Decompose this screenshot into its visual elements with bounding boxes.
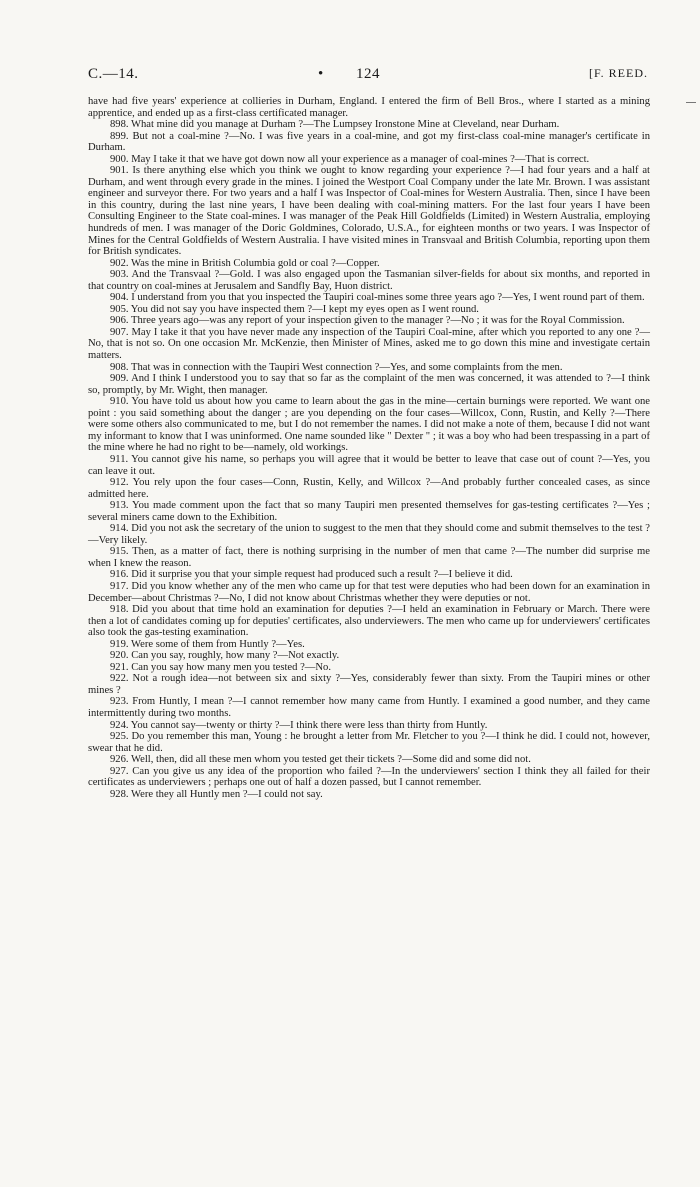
paragraph: 911. You cannot give his name, so perhaps you will agree that it would be better to leave that case out of count ?—Yes, you can leave it out. bbox=[88, 453, 650, 477]
paragraph: 921. Can you say how many men you tested ?—No. bbox=[110, 661, 331, 673]
paragraph: 922. Not a rough idea—not between six and sixty ?—Yes, considerably fewer than sixty. From the Taupiri mines or other mines ? bbox=[88, 673, 650, 696]
paragraph: 923. From Huntly, I mean ?—I cannot remember how many came from Huntly. I examined a good number, and they came intermittently during two months. bbox=[88, 696, 650, 719]
document-reference: C.—14. bbox=[88, 66, 139, 82]
margin-mark bbox=[686, 102, 696, 103]
page-header bbox=[88, 66, 648, 86]
paragraph: 909. And I think I understood you to say that so far as the complaint of the men was concerned, it was attended to ?—I think so, promptly, by Mr. Wight, then manager. bbox=[88, 373, 650, 396]
paragraph: 902. Was the mine in British Columbia gold or coal ?—Copper. bbox=[110, 257, 380, 269]
paragraph: 912. You rely upon the four cases—Conn, Rustin, Kelly, and Willcox ?—And probably further concealed cases, as since admitted here. bbox=[88, 477, 650, 500]
paragraph: 901. Is there anything else which you think we ought to know regarding your experience ?—I had four years and a half at Durham, and went through every grade in the mines. I joined the Westport Coal Company under the late Mr. Brown. I was assistant engineer and surveyor there. For two years and a half I was Inspector of Coal-mines for Western Australia. Then, since I have been in this country, during the last nine years, I have been dealing with coal-mining matters. For the last four years I have been Consulting Engineer to the State coal-mines. I was manager of the Peak Hill Goldfields (Limited) in Western Australia, employing hundreds of men. I was manager of the Doric Goldmines, Colorado, U.S.A., for eighteen months or two years. I was Inspector of Mines for the Central Goldfields of Western Australia. I have visited mines in Transvaal and British Columbia, reporting upon them for British syndicates. bbox=[88, 165, 650, 258]
header-dot: • bbox=[318, 66, 324, 82]
paragraph: 907. May I take it that you have never made any inspection of the Taupiri Coal-mine, after which you reported to any one ?—No, that is not so. On one occasion Mr. McKenzie, then Minister of Mines, asked me to go down this mine and investigate certain matters. bbox=[88, 326, 650, 362]
witness-name: [F. REED. bbox=[588, 66, 648, 80]
paragraph: 919. Were some of them from Huntly ?—Yes. bbox=[110, 638, 305, 650]
paragraph: have had five years' experience at collieries in Durham, England. I entered the firm of Bell Bros., where I started as a mining apprentice, and ended up as a first-class certificated manager. bbox=[88, 96, 650, 119]
paragraph: 903. And the Transvaal ?—Gold. I was also engaged upon the Tasmanian silver-fields for about six months, and reported in that country on coal-mines at Jerusalem and Sandfly Bay, Huon district. bbox=[88, 269, 650, 292]
paragraph: 928. Were they all Huntly men ?—I could not say. bbox=[110, 788, 323, 800]
paragraph: 917. Did you know whether any of the men who came up for that test were deputies who had been down for an examination in December—about Christmas ?—No, I did not know about Christmas whether they were deputies or not. bbox=[88, 580, 650, 604]
paragraph: 916. Did it surprise you that your simple request had produced such a result ?—I believe it did. bbox=[110, 569, 513, 581]
page-number: 124 bbox=[356, 66, 380, 82]
paragraph: 908. That was in connection with the Taupiri West connection ?—Yes, and some complaints from the men. bbox=[110, 361, 563, 373]
paragraph: 925. Do you remember this man, Young : he brought a letter from Mr. Fletcher to you ?—I think he did. I could not, however, swear that he did. bbox=[88, 731, 650, 754]
paragraph: 924. You cannot say—twenty or thirty ?—I think there were less than thirty from Huntly. bbox=[110, 719, 488, 731]
paragraph: 906. Three years ago—was any report of your inspection given to the manager ?—No ; it was for the Royal Commission. bbox=[110, 315, 625, 327]
paragraph: 927. Can you give us any idea of the proportion who failed ?—In the underviewers' section I think they all failed for their certificates as underviewers ; perhaps one out of half a dozen passed, but I cannot remember. bbox=[88, 765, 650, 789]
paragraph: 913. You made comment upon the fact that so many Taupiri men presented themselves for gas-testing certificates ?—Yes ; several miners came down to the Exhibition. bbox=[88, 500, 650, 523]
transcript-body bbox=[88, 96, 650, 800]
paragraph: 920. Can you say, roughly, how many ?—Not exactly. bbox=[110, 650, 340, 662]
paragraph: 915. Then, as a matter of fact, there is nothing surprising in the number of men that came ?—The number did surprise me when I knew the reason. bbox=[88, 546, 650, 569]
paragraph: 898. What mine did you manage at Durham ?—The Lumpsey Ironstone Mine at Cleveland, near Durham. bbox=[110, 119, 560, 131]
paragraph: 914. Did you not ask the secretary of the union to suggest to the men that they should come and submit themselves to the test ?—Very likely. bbox=[88, 523, 650, 546]
paragraph: 905. You did not say you have inspected them ?—I kept my eyes open as I went round. bbox=[110, 303, 479, 315]
paragraph: 900. May I take it that we have got down now all your experience as a manager of coal-mines ?—That is correct. bbox=[110, 153, 590, 165]
paragraph: 918. Did you about that time hold an examination for deputies ?—I held an examination in February or March. There were then a lot of candidates coming up for deputies' certificates, also underviewers. The men who came up for underviewers' certificates also took the gas-testing examination. bbox=[88, 604, 650, 639]
paragraph: 899. But not a coal-mine ?—No. I was five years in a coal-mine, and got my first-class coal-mine manager's certificate in Durham. bbox=[88, 130, 650, 154]
paragraph: 926. Well, then, did all these men whom you tested get their tickets ?—Some did and some did not. bbox=[110, 754, 531, 766]
paragraph: 904. I understand from you that you inspected the Taupiri coal-mines some three years ago ?—Yes, I went round part of them. bbox=[110, 292, 645, 304]
paragraph: 910. You have told us about how you came to learn about the gas in the mine—certain burnings were reported. We want one point : you said something about the danger ; are you depending on the four cases—Willcox, Conn, Rustin, and Kelly ?—There were some others also communicated to me, but I do not remember the names. I did not make a note of them, because I did not want my informant to know that I was uninformed. One name sounded like " Dexter " ; it was a boy who had been trespassing in a part of the mine where he had no right to be—namely, old workings. bbox=[88, 396, 650, 454]
